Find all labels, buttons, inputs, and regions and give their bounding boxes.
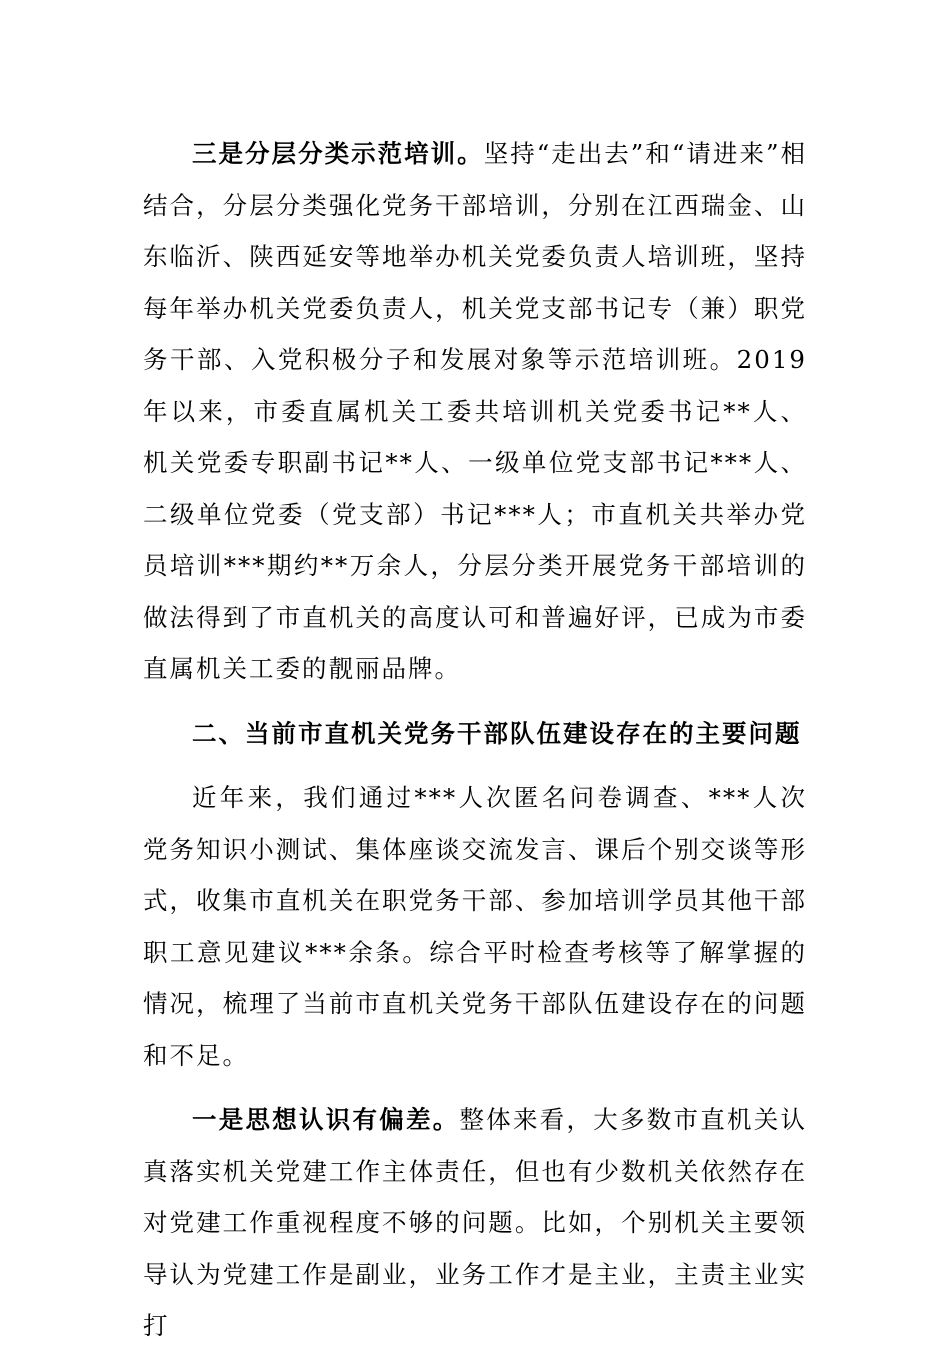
paragraph-layered-training [143,128,807,695]
paragraph-lead-layered-training: 三是分层分类示范培训。 [192,139,484,168]
paragraph-body-ideological-deviation: 整体来看，大多数市直机关认真落实机关党建工作主体责任，但也有少数机关依然存在对党建工作重视程度不够的问题。比如，个别机关主要领导认为党建工作是副业，业务工作才是主业，主责主业实打 [143,1105,807,1340]
paragraph-body-survey-intro: 近年来，我们通过***人次匿名问卷调查、***人次党务知识小测试、集体座谈交流发言、课后个别交谈等形式，收集市直机关在职党务干部、参加培训学员其他干部职工意见建议***余条。综合平时检查考核等了解掌握的情况，梳理了当前市直机关党务干部队伍建设存在的问题和不足。 [143,783,807,1070]
section-heading-main-problems: 二、当前市直机关党务干部队伍建设存在的主要问题 [192,718,802,748]
document-page [143,128,807,1352]
paragraph-body-layered-training: 坚持“走出去”和“请进来”相结合，分层分类强化党务干部培训，分别在江西瑞金、山东临沂、陕西延安等地举办机关党委负责人培训班，坚持每年举办机关党委负责人，机关党支部书记专（兼）职党务干部、入党积极分子和发展对象等示范培训班。2019年以来，市委直属机关工委共培训机关党委书记**人、机关党委专职副书记**人、一级单位党支部书记***人、二级单位党委（党支部）书记***人；市直机关共举办党员培训***期约**万余人，分层分类开展党务干部培训的做法得到了市直机关的高度认可和普遍好评，已成为市委直属机关工委的靓丽品牌。 [143,139,807,683]
paragraph-lead-ideological-deviation: 一是思想认识有偏差。 [192,1105,460,1134]
paragraph-survey-intro [143,772,807,1081]
paragraph-ideological-deviation [143,1081,807,1352]
